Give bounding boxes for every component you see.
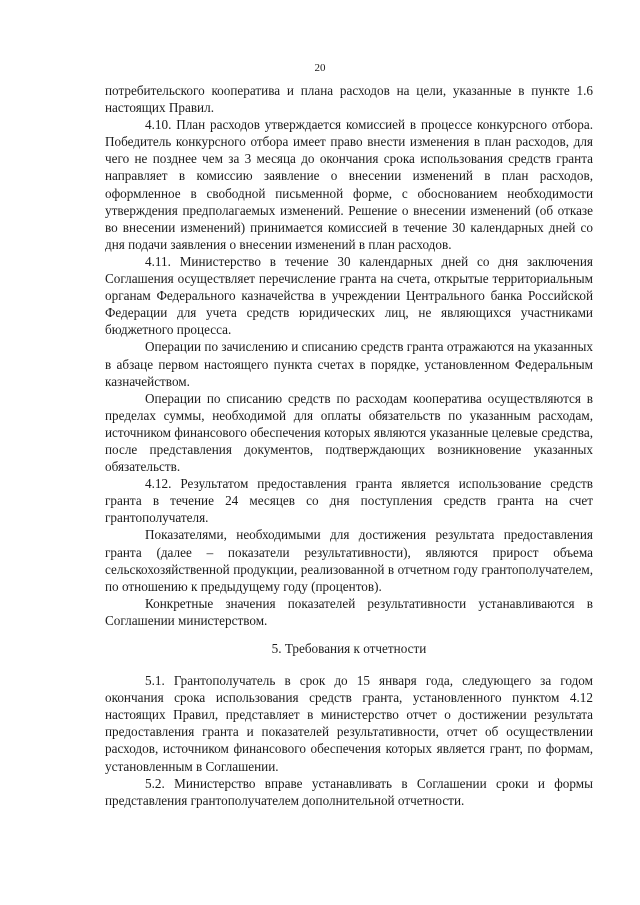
paragraph-5-2: 5.2. Министерство вправе устанавливать в Соглашении сроки и формы представления грантополучателем дополнительной отчетности. bbox=[105, 775, 593, 808]
paragraph-4-11-operations: Операции по зачислению и списанию средств гранта отражаются на указанных в абзаце первом настоящего пункта счетах в порядке, установленном Федеральным казначейством. bbox=[105, 339, 593, 389]
paragraph-4-10: 4.10. План расходов утверждается комиссией в процессе конкурсного отбора. Победитель конкурсного отбора имеет право внести изменения в план расходов, для чего не позднее чем за 3 месяца до окончания срока использования средств гранта направляет в комиссию заявление о внесении изменений в план расходов, оформленное в свободной письменной форме, с обоснованием необходимости утверждения предполагаемых изменений. Решение о внесении изменений (об отказе во внесении изменений) принимается комиссией в течение 30 календарных дней со дня подачи заявления о внесении изменений в план расходов. bbox=[105, 117, 593, 252]
paragraph-4-12-values: Конкретные значения показателей результативности устанавливаются в Соглашении министерством. bbox=[105, 595, 593, 628]
paragraph-4-12-indicators: Показателями, необходимыми для достижения результата предоставления гранта (далее – показатели результативности), являются прирост объема сельскохозяйственной продукции, реализованной в отчетном году грантополучателем, по отношению к предыдущему году (процентов). bbox=[105, 527, 593, 594]
paragraph-continuation: потребительского кооператива и плана расходов на цели, указанные в пункте 1.6 настоящих Правил. bbox=[105, 83, 593, 116]
document-body bbox=[105, 82, 593, 809]
paragraph-4-11-write-off: Операции по списанию средств по расходам кооператива осуществляются в пределах суммы, необходимой для оплаты обязательств по указанным расходам, источником финансового обеспечения которых являются указанные целевые средства, после представления документов, подтверждающих возникновение указанных обязательств. bbox=[105, 390, 593, 475]
section-heading: 5. Требования к отчетности bbox=[271, 641, 427, 656]
paragraph-4-12: 4.12. Результатом предоставления гранта является использование средств гранта в течение 24 месяцев со дня поступления средств гранта на счет грантополучателя. bbox=[105, 476, 593, 526]
paragraph-4-11: 4.11. Министерство в течение 30 календарных дней со дня заключения Соглашения осуществляет перечисление гранта на счета, открытые территориальным органам Федерального казначейства в учреждении Центрального банка Российской Федерации для учета средств юридических лиц, не являющихся участниками бюджетного процесса. bbox=[105, 253, 593, 338]
paragraph-5-1: 5.1. Грантополучатель в срок до 15 января года, следующего за годом окончания срока использования средств гранта, установленного пунктом 4.12 настоящих Правил, представляет в министерство отчет о достижении результата предоставления гранта и показателей результативности, отчет об осуществлении расходов, источником финансового обеспечения которых является грант, по формам, установленным в Соглашении. bbox=[105, 673, 593, 774]
page-number: 20 bbox=[314, 62, 326, 74]
